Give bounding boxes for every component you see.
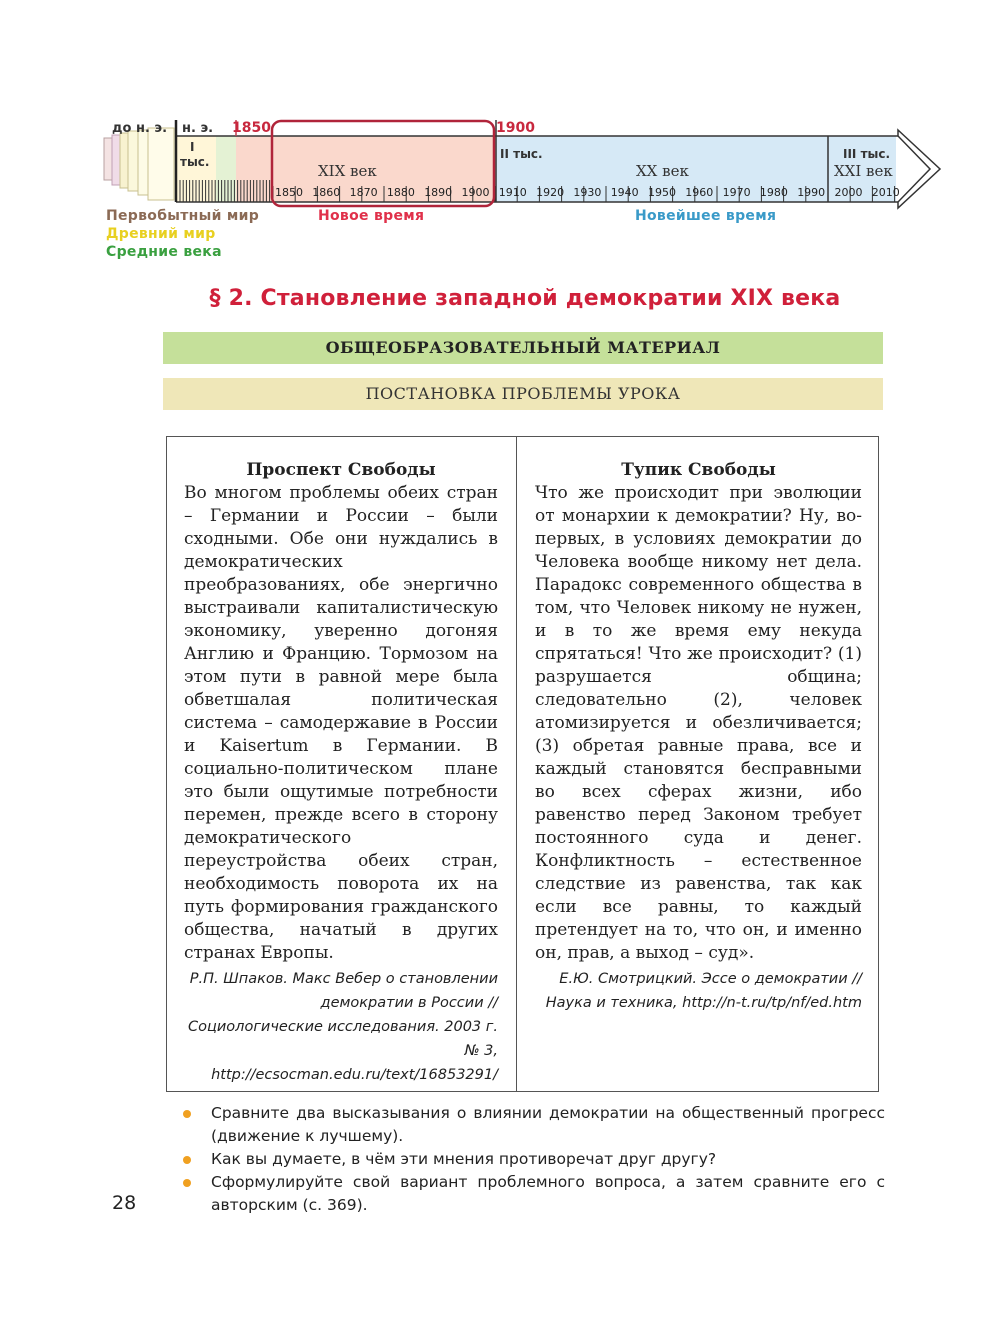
millennium-3-label: III тыс. [843,147,891,161]
quote-left-text: Во многом проблемы обеих стран – Германии и России – были сходными. Обе они нуждались в демократических преобразованиях, обе энергично выстраивали капиталистическую экономику, уверенно догоняя Англию и Францию. Тормозом на этом пути в равной мере была обветшалая политическая система – самодержавие в России и Kaisertum в Германии. В социально-политическом плане это были ощутимые потребности перемен, прежде всего в сторону демократического переустройства обеих стран, необходимость поворота их на путь формирования гражданского общества, начатый в других странах Европы. [184,483,498,963]
decade-label: 2000 [834,186,863,199]
quote-right [535,459,862,1015]
era-ancient: Древний мир [106,226,216,242]
task-item [183,1148,885,1171]
decade-label: 1900 [461,186,490,199]
decade-label: 1920 [536,186,565,199]
quote-right-source: Е.Ю. Смотрицкий. Эссе о демократии // Наука и техника, http://n-t.ru/tp/nf/ed.htm [545,971,862,1011]
century-xx-label: XX век [636,162,689,180]
decade-label: 1930 [573,186,602,199]
label-year-1850: 1850 [232,120,271,136]
decade-label: 1960 [685,186,714,199]
label-ce: н. э. [182,121,214,136]
decade-label: 1890 [424,186,453,199]
quote-left-source: Р.П. Шпаков. Макс Вебер о становлении демократии в России // Социологические исследования. 2003 г. № 3, http://ecsocman.edu.ru/text/16853291/ [188,971,498,1083]
paragraph-title: § 2. Становление западной демократии XIX века [209,286,841,311]
quote-right-title: Тупик Свободы [621,460,776,480]
millennium-1-label: тыс. [180,155,210,169]
lesson-problem-band: ПОСТАНОВКА ПРОБЛЕМЫ УРОКА [163,378,883,410]
timeline-arrow [898,130,940,208]
band-medieval [216,136,236,202]
quote-left [184,459,498,1087]
decade-label: 1980 [759,186,788,199]
decade-label: 2010 [871,186,900,199]
decade-label: 1870 [349,186,378,199]
task-text: Как вы думаете, в чём эти мнения противоречат друг другу? [211,1150,717,1168]
millennium-1-numeral: I [190,140,195,154]
era-card-6 [148,128,174,200]
quote-right-text: Что же происходит при эволюции от монархии к демократии? Ну, во-первых, в условиях демократии до Человека вообще никому нет дела. Парадокс современного общества в том, что Человек никому не нужен, и в то же время ему некуда спрятаться! Что же происходит? (1) разрушается община; следовательно (2), человек атомизируется и обезличивается; (3) обретая равные права, все и каждый становятся бесправными во всех сферах жизни, ибо равенство перед Законом требует постоянного суда и денег. Конфликтность – естественное следствие из равенства, так как если все равны, то каждый претендует на то, что он, и именно он, прав, а выход – суд». [535,483,862,963]
label-year-1900: 1900 [496,120,535,136]
bullet-icon [183,1156,191,1164]
label-bce: до н. э. [112,121,168,136]
decade-label: 1880 [386,186,415,199]
era-medieval: Средние века [106,244,222,260]
century-xxi-label: XXI век [834,162,893,180]
quote-divider [516,437,517,1091]
era-primitive: Первобытный мир [106,208,260,224]
decade-label: 1940 [610,186,639,199]
decade-label: 1990 [797,186,826,199]
decade-label: 1950 [648,186,676,199]
quote-left-title: Проспект Свободы [246,460,436,480]
task-item [183,1171,885,1217]
bullet-icon [183,1179,191,1187]
task-text: Сформулируйте свой вариант проблемного вопроса, а затем сравните его с авторским (с. 369). [211,1173,885,1214]
page-number: 28 [112,1192,137,1214]
millennium-2-label: II тыс. [500,147,543,161]
bullet-icon [183,1110,191,1118]
quote-box [166,436,879,1092]
timeline-graphic [0,0,985,215]
timeline [0,0,985,270]
era-modern: Новое время [318,208,425,224]
general-material-band: ОБЩЕОБРАЗОВАТЕЛЬНЫЙ МАТЕРИАЛ [163,332,883,364]
task-text: Сравните два высказывания о влиянии демократии на общественный прогресс (движение к лучшему). [211,1104,885,1145]
decade-label: 1970 [722,186,751,199]
task-list [183,1102,885,1217]
decade-label: 1910 [498,186,527,199]
era-contemporary: Новейшее время [635,208,777,224]
decade-label: 1860 [312,186,341,199]
decade-label: 1850 [275,186,303,199]
century-xix-label: XIX век [318,162,377,180]
task-item [183,1102,885,1148]
